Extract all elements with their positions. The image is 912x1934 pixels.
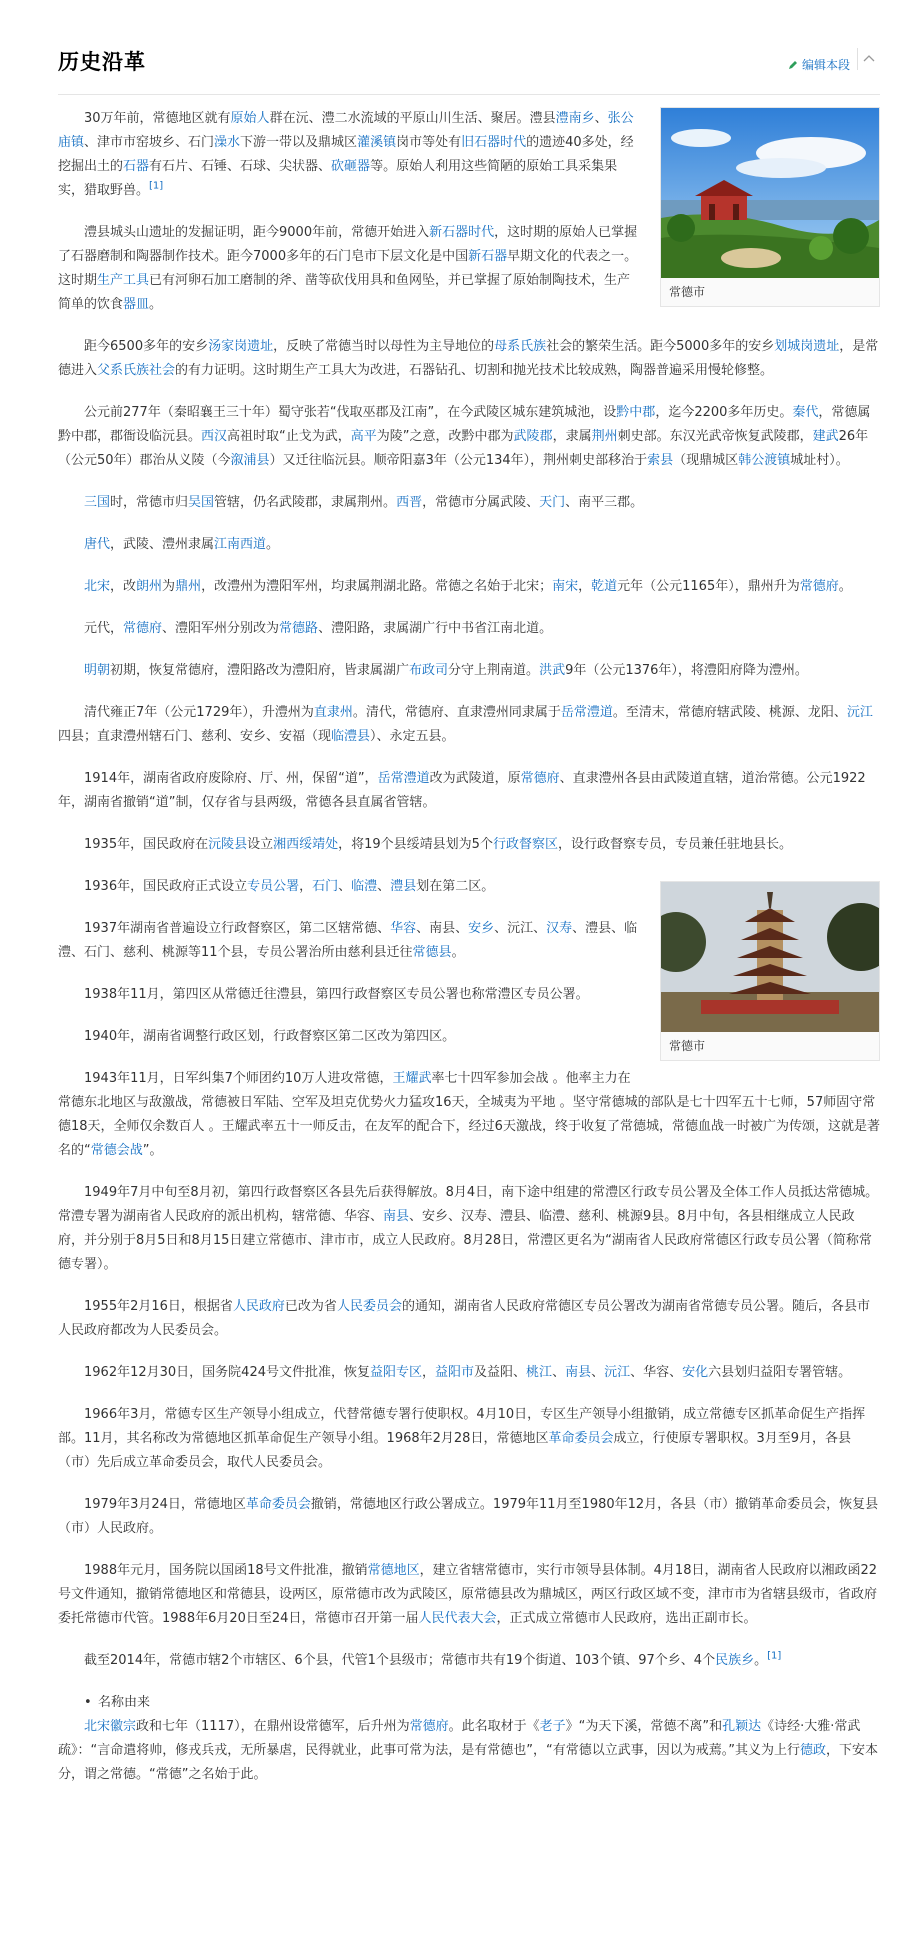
text-segment: 管辖，仍名武陵郡，隶属荆州。 [214, 495, 397, 510]
wiki-link[interactable]: 新石器时代 [429, 225, 495, 240]
paragraph [58, 1649, 880, 1673]
wiki-link[interactable]: 常德府 [799, 579, 839, 594]
text-segment: 澧县城头山遗址的发掘证明，距今9000年前，常德开始进入 [84, 225, 430, 240]
wiki-link[interactable]: 澧县 [390, 879, 417, 894]
wiki-link[interactable]: 武陵郡 [513, 429, 553, 444]
text-segment: ，设行政督察专员，专员兼任驻地县长。 [557, 837, 792, 852]
wiki-link[interactable]: 临澧县 [331, 729, 371, 744]
wiki-link[interactable]: 德政 [799, 1743, 826, 1758]
text-segment: 距今6500多年的安乡 [84, 339, 209, 354]
text-segment: 政和七年（1117），在鼎州设常德军，后升州为 [136, 1719, 410, 1734]
text-segment: 、直隶澧州各县由武陵道直辖，道治常德。公元1922年，湖南省撤销“道”制，仅存省与县两级，常德各县直属省管辖。 [58, 771, 866, 810]
wiki-link[interactable]: 砍砸器 [331, 159, 371, 174]
text-segment: 分守上荆南道。 [448, 663, 540, 678]
wiki-link[interactable]: 汉寿 [546, 921, 573, 936]
wiki-link[interactable]: 生产工具 [97, 273, 150, 288]
paragraph [58, 401, 880, 473]
text-segment: 、澧阳军州分别改为 [162, 621, 280, 636]
wiki-link[interactable]: 韩公渡镇 [738, 453, 791, 468]
wiki-link[interactable]: 吴国 [188, 495, 215, 510]
text-segment: 率七十四军参加会战 。他率主力在常德东北地区与敌激战，常德被日军陆、空军及坦克优势火力猛攻16天，全城夷为平地 。坚守常德城的部队是七十四军五十七师，57师固守常德18天，全师仅余数百人 。王耀武率五十一师反击，在友军的配合下，经过6天激战，终于收复了常德城，常德血战一时被广为传颂，这就是著名的“ [58, 1071, 880, 1158]
text-segment: ，武陵、澧州隶属 [110, 537, 215, 552]
wiki-link[interactable]: 人民委员会 [336, 1299, 402, 1314]
chevron-up-icon [863, 54, 875, 62]
paragraph [58, 701, 880, 749]
text-segment: 时，常德市归 [110, 495, 189, 510]
text-segment: 元年（公元1165年），鼎州升为 [617, 579, 800, 594]
figure-pagoda[interactable] [660, 881, 880, 1061]
text-segment: 、 [591, 1365, 605, 1380]
text-segment: 下游一带以及鼎城区 [240, 135, 358, 150]
text-segment: 。清代，常德府、直隶澧州同隶属于 [352, 705, 561, 720]
wiki-link[interactable]: 澡水 [214, 135, 241, 150]
text-segment: ）、永定五县。 [370, 729, 455, 744]
article [58, 34, 880, 1787]
text-segment: 、 [552, 1365, 566, 1380]
wiki-link[interactable]: 张公庙镇 [58, 111, 634, 150]
text-segment: 1940年，湖南省调整行政区划，行政督察区第二区改为第四区。 [84, 1029, 456, 1044]
text-segment: 、沅江、 [494, 921, 547, 936]
paragraph [58, 659, 880, 683]
text-segment: ，下安本分，谓之常德。“常德”之名始于此。 [58, 1743, 878, 1782]
wiki-link[interactable]: 南县 [565, 1365, 592, 1380]
paragraph [58, 491, 880, 515]
figure-caption: 常德市 [669, 1039, 706, 1053]
wiki-link[interactable]: 溆浦县 [230, 453, 270, 468]
wiki-link[interactable]: 石门 [312, 879, 339, 894]
text-segment: 、澧阳路，隶属湖广行中书省江南北道。 [318, 621, 553, 636]
wiki-link[interactable]: 母系氏族 [494, 339, 547, 354]
text-segment: 已改为省 [284, 1299, 337, 1314]
text-segment: ，改 [110, 579, 137, 594]
wiki-link[interactable]: 常德府 [123, 621, 163, 636]
wiki-link[interactable]: 朗州 [136, 579, 163, 594]
text-segment: ，改澧州为澧阳军州，均隶属荆湖北路。常德之名始于北宋； [201, 579, 553, 594]
wiki-link[interactable]: 三国 [84, 495, 111, 510]
wiki-link[interactable]: 洪武 [539, 663, 566, 678]
wiki-link[interactable]: 灌溪镇 [357, 135, 397, 150]
text-segment: 城址村）。 [790, 453, 849, 468]
text-segment: 初期，恢复常德府，澧阳路改为澧阳府，皆隶属湖广 [110, 663, 410, 678]
wiki-link[interactable]: 父系氏族社会 [97, 363, 176, 378]
text-segment: 岗市等处有 [396, 135, 462, 150]
text-segment: 及益阳、 [474, 1365, 527, 1380]
text-segment: 、津市市窑坡乡、石门 [84, 135, 215, 150]
bullet-item: • 名称由来 [84, 1691, 880, 1715]
text-segment: 元代， [84, 621, 124, 636]
wiki-link[interactable]: 北宋徽宗 [84, 1719, 137, 1734]
section-header [58, 34, 880, 95]
text-segment: 改为武陵道，原 [429, 771, 521, 786]
wiki-link[interactable]: 常德路 [279, 621, 319, 636]
text-segment: ）又迁往临沅县。顺帝阳嘉3年（公元134年），荆州刺史部移治于 [269, 453, 648, 468]
text-segment: 的通知，湖南省人民政府常德区专员公署改为湖南省常德专员公署。随后，各县市人民政府都改为人民委员会。 [58, 1299, 870, 1338]
paragraph [58, 1493, 880, 1541]
wiki-link[interactable]: 岳常澧道 [560, 705, 613, 720]
wiki-link[interactable]: 黔中郡 [616, 405, 656, 420]
text-segment: 1943年11月，日军纠集7个师团约10万人进攻常德， [84, 1071, 393, 1086]
wiki-link[interactable]: 王耀武 [392, 1071, 432, 1086]
text-segment: 等。原始人利用这些简陋的原始工具采集果实，猎取野兽。 [58, 159, 618, 198]
wiki-link[interactable]: 沅江 [604, 1365, 631, 1380]
wiki-link[interactable]: 专员公署 [247, 879, 300, 894]
text-segment: 1936年，国民政府正式设立 [84, 879, 248, 894]
text-segment: ，这时期的原始人已掌握了石器磨制和陶器制作技术。距今7000多年的石门皂市下层文化是中国 [58, 225, 638, 264]
wiki-link[interactable]: 江南西道 [214, 537, 267, 552]
text-segment: 撤销，常德地区行政公署成立。1979年11月至1980年12月，各县（市）撤销革命委员会，恢复县（市）人民政府。 [58, 1497, 879, 1536]
text-segment: 、南平三郡。 [565, 495, 644, 510]
text-segment: 。 [149, 297, 163, 312]
reference-link[interactable]: [1] [767, 1650, 782, 1662]
text-segment: 清代雍正7年（公元1729年），升澧州为 [84, 705, 314, 720]
text-segment: 截至2014年，常德市辖2个市辖区、6个县，代管1个县级市；常德市共有19个街道、103个镇、97个乡、4个 [84, 1653, 716, 1668]
collapse-section-button[interactable] [857, 48, 880, 70]
wiki-link[interactable]: 人民政府 [232, 1299, 285, 1314]
paragraph [58, 1067, 880, 1163]
wiki-link[interactable]: 安乡 [468, 921, 495, 936]
wiki-link[interactable]: 华容 [390, 921, 417, 936]
paragraph [58, 617, 880, 641]
text-segment: ，反映了常德当时以母性为主导地位的 [273, 339, 495, 354]
wiki-link[interactable]: 常德地区 [367, 1563, 420, 1578]
wiki-link[interactable]: 西汉 [201, 429, 228, 444]
wiki-link[interactable]: 天门 [539, 495, 566, 510]
wiki-link[interactable]: 湘西绥靖处 [273, 837, 339, 852]
bullet-list [84, 1691, 880, 1715]
wiki-link[interactable]: 鼎州 [175, 579, 202, 594]
text-segment: 有石片、石锤、石球、尖状器、 [149, 159, 332, 174]
paragraph [58, 1181, 880, 1277]
text-segment: 9年（公元1376年），将澧阳府降为澧州。 [565, 663, 808, 678]
text-segment: 1979年3月24日，常德地区 [84, 1497, 246, 1512]
wiki-link[interactable]: 行政督察区 [492, 837, 558, 852]
reference-link[interactable]: [1] [149, 180, 164, 192]
text-segment: 26年（公元50年）郡治从义陵（今 [58, 429, 869, 468]
paragraph [58, 1295, 880, 1343]
wiki-link[interactable]: 岳常澧道 [377, 771, 430, 786]
text-segment: 1988年元月，国务院以国函18号文件批准，撤销 [84, 1563, 368, 1578]
wiki-link[interactable]: 孔颖达 [722, 1719, 762, 1734]
text-segment: ，建立省辖常德市，实行市领导县体制。4月18日，湖南省人民政府以湘政函22号文件通知，撤销常德地区和常德县，设两区，原常德市改为武陵区，原常德县改为鼎城区，两区行政区域不变，津市市为省辖县级市，省政府委托常德市代管。1988年6月20日至24日，常德市召开第一届 [58, 1563, 878, 1626]
wiki-link[interactable]: 原始人 [230, 111, 270, 126]
wiki-link[interactable]: 安化 [682, 1365, 709, 1380]
text-segment: 。 [451, 945, 465, 960]
paragraph [58, 1403, 880, 1475]
wiki-link[interactable]: 索县 [647, 453, 674, 468]
pagoda-image[interactable] [661, 882, 879, 1032]
text-segment: 、 [594, 111, 608, 126]
wiki-link[interactable]: 器皿 [123, 297, 150, 312]
wiki-link[interactable]: 秦代 [792, 405, 819, 420]
text-segment: ， [578, 579, 592, 594]
text-segment: 》“为天下溪，常德不离”和 [565, 1719, 723, 1734]
text-segment: ， [299, 879, 313, 894]
section-body [58, 95, 880, 1787]
text-segment: 设立 [247, 837, 274, 852]
text-segment: 1935年，国民政府在 [84, 837, 209, 852]
paragraph [58, 833, 880, 857]
wiki-link[interactable]: 常德府 [520, 771, 560, 786]
text-segment: 、安乡、汉寿、澧县、临澧、慈利、桃源9县。8月中旬，各县相继成立人民政府，并分别于8月5日和8月15日建立常德市、津市市，成立人民政府。8月28日，常澧区更名为“湖南省人民政府常德区行政专员公署（简称常德专署）。 [58, 1209, 872, 1272]
wiki-link[interactable]: 革命委员会 [548, 1431, 614, 1446]
text-segment: 为 [162, 579, 176, 594]
paragraph [58, 767, 880, 815]
text-segment: 划在第二区。 [416, 879, 495, 894]
wiki-link[interactable]: 益阳专区 [369, 1365, 422, 1380]
text-segment: 1937年湖南省普遍设立行政督察区，第二区辖常德、 [84, 921, 391, 936]
text-segment: 1949年7月中旬至8月初，第四行政督察区各县先后获得解放。8月4日，南下途中组建的常澧区行政专员公署及全体工作人员抵达常德城。常澧专署为湖南省人民政府的派出机构，辖常德、华容、 [58, 1185, 879, 1224]
text-segment: 1962年12月30日，国务院424号文件批准，恢复 [84, 1365, 370, 1380]
edit-section-label: 编辑本段 [801, 58, 850, 72]
wiki-link[interactable]: 乾道 [591, 579, 618, 594]
text-segment: 《诗经·大雅·常武疏》：“言命遣将帅，修戎兵戎，无所暴虐，民得就业，此事可常为法，是有常德也”，“有常德以立武事，因以为戒蔫。”其义为上行 [58, 1719, 861, 1758]
text-segment: 。此名取材于《 [448, 1719, 540, 1734]
text-segment: 1914年，湖南省政府废除府、厅、州，保留“道”， [84, 771, 378, 786]
text-segment: ，迄今2200多年历史。 [655, 405, 793, 420]
wiki-link[interactable]: 常德会战 [90, 1143, 143, 1158]
paragraph [58, 1559, 880, 1631]
text-segment: 、 [338, 879, 352, 894]
text-segment: ，将19个县绥靖县划为5个 [338, 837, 493, 852]
paragraph [58, 1361, 880, 1385]
wiki-link[interactable]: 高平 [350, 429, 377, 444]
pavilion-image[interactable] [661, 108, 879, 278]
text-segment: 、南县、 [416, 921, 469, 936]
text-segment: 、 [377, 879, 391, 894]
text-segment: 刺史部。东汉光武帝恢复武陵郡， [617, 429, 813, 444]
text-segment: 、华容、 [630, 1365, 683, 1380]
wiki-link[interactable]: 临澧 [351, 879, 378, 894]
wiki-link[interactable]: 旧石器时代 [461, 135, 527, 150]
wiki-link[interactable]: 南宋 [552, 579, 579, 594]
wiki-link[interactable]: 桃江 [526, 1365, 553, 1380]
text-segment: ”。 [142, 1143, 163, 1158]
wiki-link[interactable]: 人民代表大会 [418, 1611, 497, 1626]
wiki-link[interactable]: 益阳市 [435, 1365, 475, 1380]
text-segment: 30万年前，常德地区就有 [84, 111, 231, 126]
wiki-link[interactable]: 直隶州 [313, 705, 353, 720]
wiki-link[interactable]: 澧南乡 [555, 111, 595, 126]
edit-section-button[interactable] [788, 56, 850, 73]
text-segment: 1938年11月，第四区从常德迁往澧县，第四行政督察区专员公署也称常澧区专员公署。 [84, 987, 589, 1002]
text-segment: 六县划归益阳专署管辖。 [708, 1365, 852, 1380]
pencil-icon [788, 60, 798, 70]
paragraph [58, 533, 880, 557]
text-segment: ， [422, 1365, 436, 1380]
text-segment: 已有河卵石加工磨制的斧、凿等砍伐用具和鱼网坠，并已掌握了原始制陶技术，生产简单的饮食 [58, 273, 631, 312]
text-segment: 1966年3月，常德专区生产领导小组成立，代替常德专署行使职权。4月10日，专区生产领导小组撤销，成立常德专区抓革命促生产指挥部。11月，其名称改为常德地区抓革命促生产领导小组。1968年2月28日，常德地区 [58, 1407, 866, 1446]
wiki-link[interactable]: 沅江 [846, 705, 873, 720]
text-segment: ，常德市分属武陵、 [422, 495, 540, 510]
text-segment: 。 [838, 579, 852, 594]
text-segment: （现鼎城区 [673, 453, 739, 468]
text-segment: 1955年2月16日，根据省 [84, 1299, 233, 1314]
text-segment: 的有力证明。这时期生产工具大为改进，石器钻孔、切割和抛光技术比较成熟，陶器普遍采用慢轮修整。 [175, 363, 774, 378]
text-segment: 公元前277年（秦昭襄王三十年）蜀守张若“伐取巫郡及江南”，在今武陵区城东建筑城池，设 [84, 405, 617, 420]
wiki-link[interactable]: 革命委员会 [245, 1497, 311, 1512]
wiki-link[interactable]: 南县 [383, 1209, 410, 1224]
wiki-link[interactable]: 唐代 [84, 537, 111, 552]
text-segment: ，隶属 [552, 429, 592, 444]
wiki-link[interactable]: 荆州 [591, 429, 618, 444]
wiki-link[interactable]: 汤家岗遗址 [208, 339, 274, 354]
text-segment: 社会的繁荣生活。距今5000多年的安乡 [546, 339, 775, 354]
wiki-link[interactable]: 民族乡 [715, 1653, 755, 1668]
text-segment: 四县；直隶澧州辖石门、慈利、安乡、安福（现 [58, 729, 332, 744]
wiki-link[interactable]: 布政司 [409, 663, 449, 678]
wiki-link[interactable]: 常德县 [412, 945, 452, 960]
text-segment: 高祖时取“止戈为武， [227, 429, 351, 444]
wiki-link[interactable]: 北宋 [84, 579, 111, 594]
wiki-link[interactable]: 明朝 [84, 663, 111, 678]
text-segment: ，正式成立常德市人民政府，选出正副市长。 [496, 1611, 757, 1626]
paragraph [58, 335, 880, 383]
figure-pavilion[interactable] [660, 107, 880, 307]
wiki-link[interactable]: 建武 [812, 429, 839, 444]
paragraph [58, 1715, 880, 1787]
text-segment: 的遗迹40多处，经挖掘出土的 [58, 135, 634, 174]
text-segment: 早期文化的代表之一。这时期 [58, 249, 638, 288]
wiki-link[interactable]: 石器 [123, 159, 150, 174]
wiki-link[interactable]: 沅陵县 [208, 837, 248, 852]
section-title: 历史沿革 [58, 50, 146, 74]
text-segment: 群在沅、澧二水流域的平原山川生活、聚居。澧县 [269, 111, 556, 126]
text-segment: 。 [266, 537, 280, 552]
wiki-link[interactable]: 新石器 [468, 249, 508, 264]
text-segment: 为陵”之意，改黔中郡为 [376, 429, 514, 444]
wiki-link[interactable]: 西晋 [396, 495, 423, 510]
text-segment: 成立，行使原专署职权。3月至9月，各县（市）先后成立革命委员会，取代人民委员会。 [58, 1431, 852, 1470]
text-segment: ，常德属黔中郡，郡衙设临沅县。 [58, 405, 871, 444]
text-segment: 。 [754, 1653, 768, 1668]
paragraph [58, 575, 880, 599]
wiki-link[interactable]: 划城岗遗址 [774, 339, 840, 354]
wiki-link[interactable]: 老子 [539, 1719, 566, 1734]
text-segment: 。至清末，常德府辖武陵、桃源、龙阳、 [612, 705, 847, 720]
text-segment: ，是常德进入 [58, 339, 879, 378]
figure-caption: 常德市 [669, 285, 706, 299]
wiki-link[interactable]: 常德府 [409, 1719, 449, 1734]
text-segment: 、澧县、临澧、石门、慈利、桃源等11个县，专员公署治所由慈利县迁往 [58, 921, 638, 960]
